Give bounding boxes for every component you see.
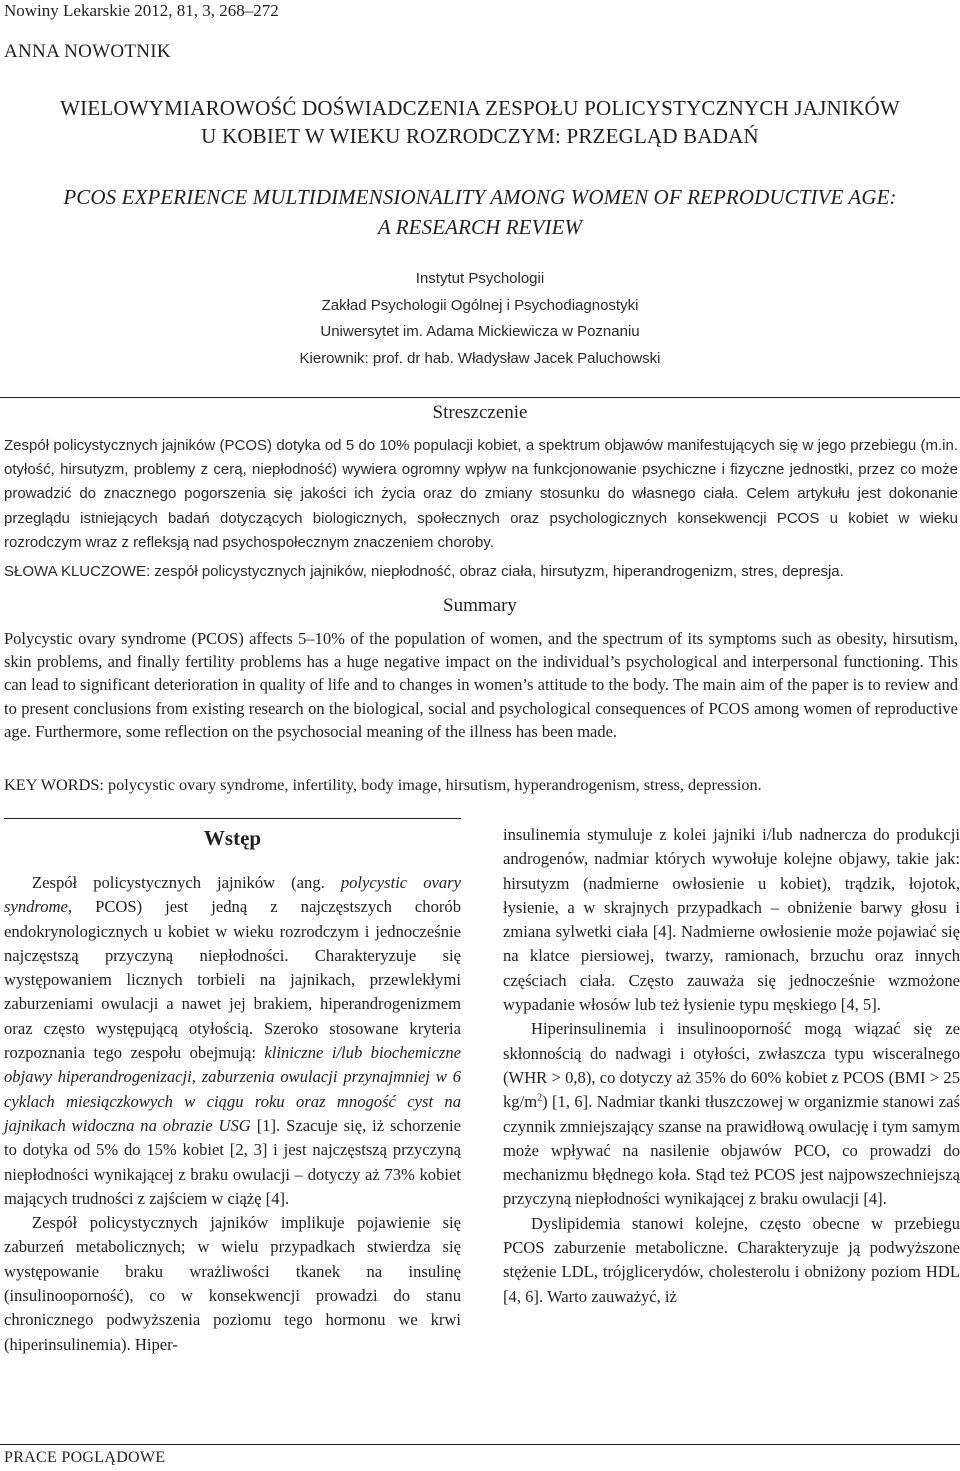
affiliation-line-1: Instytut Psychologii <box>415 270 545 287</box>
article-title <box>0 94 960 150</box>
section-footer: PRACE POGLĄDOWE <box>4 1449 166 1466</box>
right-paragraph-3: Dyslipidemia stanowi kolejne, często obecne w przebiegu PCOS zaburzenie metaboliczne. Charakteryzuje ją podwyższone stężenie LDL, trójglicerydów, cholesterolu i obniżony poziom HDL [4, 6]. Warto zauważyć, iż <box>503 1213 960 1306</box>
streszczenie-heading: Streszczenie <box>432 402 528 423</box>
keywords-polish: SŁOWA KLUCZOWE: zespół policystycznych jajników, niepłodność, obraz ciała, hirsutyzm, hiperandrogenizm, stres, depresja. <box>4 563 844 580</box>
wstep-heading: Wstęp <box>203 826 262 850</box>
summary-heading: Summary <box>443 595 517 616</box>
summary-text: Polycystic ovary syndrome (PCOS) affects 5–10% of the population of women, and the spectrum of its symptoms such as obesity, hirsutism, skin problems, and finally fertility problems has a huge negative impact on the individual’s psychological and interpersonal functioning. This can lead to significant deterioration in quality of life and to changes in women’s attitude to the body. The main aim of the paper is to review and to present conclusions from existing research on the biological, social and psychological consequences of PCOS among women of reproductive age. Furthermore, some reflection on the psychosocial meaning of the illness has been made. <box>4 629 958 741</box>
affiliation-line-3: Uniwersytet im. Adama Mickiewicza w Poznaniu <box>320 323 640 340</box>
author-name: ANNA NOWOTNIK <box>4 41 171 62</box>
title-line-2: U KOBIET W WIEKU ROZRODCZYM: PRZEGLĄD BADAŃ <box>201 124 759 148</box>
streszczenie-text: Zespół policystycznych jajników (PCOS) dotyka od 5 do 10% populacji kobiet, a spektrum objawów manifestujących się w jego przebiegu (m.in. otyłość, hirsutyzm, problemy z cerą, niepłodność) wywiera ogromny wpływ na funkcjonowanie psychiczne i fizyczne jednostki, przez co może prowadzić do znacznego pogorszenia się jakości ich życia oraz do zmiany stosunku do własnego ciała. Celem artykułu jest dokonanie przeglądu istniejących badań dotyczących biologicznych, społecznych oraz psychologicznych konsekwencji PCOS u kobiet w wieku rozrodczym wraz z refleksją nad psychospołecznym znaczeniem choroby. <box>4 437 958 551</box>
right-paragraph-2: Hiperinsulinemia i insulinooporność mogą wiązać się ze skłonnością do nadwagi i otyłości, zwłaszcza typu wisceralnego (WHR > 0,8), co dotyczy aż 35% do 60% kobiet z PCOS (BMI > 25 $kg/m^2$) [1, 6]. Nadmiar tkanki tłuszczowej w organizmie stanowi zaś czynnik zmniejszający szanse na prawidłową owulację i tym samym może wpływać na nasilenie objawów PCO, co prowadzi do mechanizmu błędnego koła. Stąd też PCOS jest najpowszechniejszą przyczyną niepłodności wynikającej z braku owulacji [4]. <box>503 1019 960 1209</box>
affiliation-line-2: Zakład Psychologii Ogólnej i Psychodiagnostyki <box>321 296 639 314</box>
affiliation <box>0 266 960 372</box>
article-title-english <box>0 182 960 242</box>
journal-citation: Nowiny Lekarskie 2012, 81, 3, 268–272 <box>4 1 279 20</box>
title-line-1: WIELOWYMIAROWOŚĆ DOŚWIADCZENIA ZESPOŁU POLICYSTYCZNYCH JAJNIKÓW <box>60 96 900 120</box>
right-column <box>503 823 960 1309</box>
header-divider <box>0 397 960 398</box>
keywords-english: KEY WORDS: polycystic ovary syndrome, infertility, body image, hirsutism, hyperandrogenism, stress, depression. <box>4 775 762 794</box>
column-divider <box>4 818 461 819</box>
left-column <box>4 823 461 1357</box>
footer-divider <box>0 1444 960 1445</box>
wstep-paragraph-2: Zespół policystycznych jajników implikuje pojawienie się zaburzeń metabolicznych; w wielu przypadkach stwierdza się występowanie braku wrażliwości tkanek na insulinę (insulinooporność), co w konsekwencji prowadzi do stanu chronicznego podwyższenia poziomu tego hormonu we krwi (hiperinsulinemia). Hiper- <box>4 1213 461 1354</box>
title-en-line-1: PCOS EXPERIENCE MULTIDIMENSIONALITY AMONG WOMEN OF REPRODUCTIVE AGE: <box>63 185 897 209</box>
right-paragraph-1: insulinemia stymuluje z kolei jajniki i/lub nadnercza do produkcji androgenów, nadmiar których wywołuje kolejne objawy, takie jak: hirsutyzm (nadmierne owłosienie u kobiet), trądzik, łojotok, łysienie, a w skrajnych przypadkach – obniżenie barwy głosu i zmiana sylwetki ciała [4]. Nadmierne owłosienie może pojawiać się na klatce piersiowej, twarzy, ramionach, brzuchu oraz innych częściach ciała. Często zauważa się jednocześnie wzmożone wypadanie włosów lub też łysienie typu męskiego [4, 5]. <box>503 825 960 1015</box>
title-en-line-2: A RESEARCH REVIEW <box>377 215 583 239</box>
wstep-paragraph-1: Zespół policystycznych jajników (ang. polycystic ovary syndrome, PCOS) jest jedną z najczęstszych chorób endokrynologicznych u kobiet w wieku rozrodczym i jednocześnie najczęstszą przyczyną niepłodności. Charakteryzuje się występowaniem licznych torbieli na jajnikach, przewlekłymi zaburzeniami owulacji a nawet jej brakiem, hiperandrogenizmem oraz często występującą otyłością. Szeroko stosowane kryteria rozpoznania tego zespołu obejmują: kliniczne i/lub biochemiczne objawy hiperandrogenizacji, zaburzenia owulacji przynajmniej w 6 cyklach miesiączkowych w ciągu roku oraz mnogość cyst na jajnikach widoczna na obrazie USG [1]. Szacuje się, iż schorzenie to dotyka od 5% do 15% kobiet [2, 3] i jest najczęstszą przyczyną niepłodności wynikającej z braku owulacji – dotyczy aż 73% kobiet mających trudności z zajściem w ciążę [4]. <box>4 873 461 1208</box>
affiliation-line-4: Kierownik: prof. dr hab. Władysław Jacek Paluchowski <box>299 349 661 367</box>
